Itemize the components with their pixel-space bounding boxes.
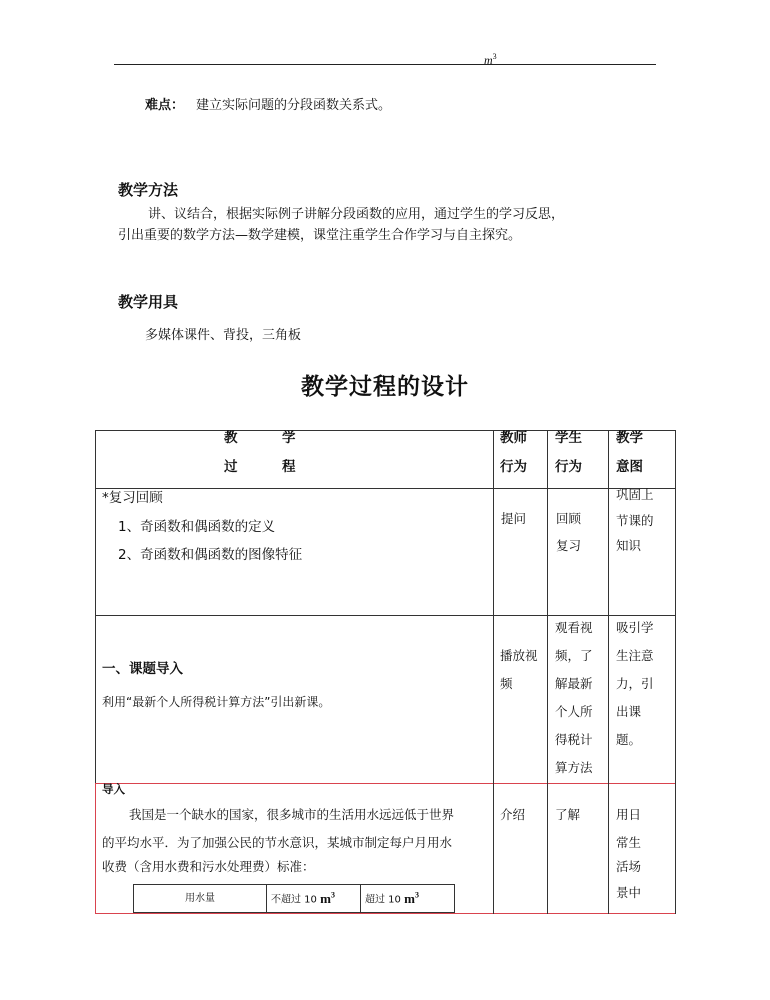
row2-intent-5: 题。 — [616, 732, 642, 747]
row3-student: 了解 — [555, 807, 581, 822]
row1-item-2: 2、奇函数和偶函数的图像特征 — [118, 547, 303, 563]
tools-title: 教学用具 — [118, 293, 179, 311]
row2-intent-4: 出课 — [616, 704, 642, 719]
row2-text: 利用“最新个人所得税计算方法”引出新课。 — [102, 695, 331, 709]
row2-student-4: 个人所 — [555, 704, 593, 719]
row1-student-1: 回顾 — [556, 511, 582, 526]
row2-student-2: 频，了 — [555, 648, 593, 663]
header-student-1: 学生 — [555, 430, 582, 446]
difficulty-line — [145, 94, 391, 113]
water-fee-table — [133, 884, 455, 913]
row1-teacher: 提问 — [501, 511, 527, 526]
method-line-1: 讲、议结合，根据实际例子讲解分段函数的应用，通过学生的学习反思， — [148, 207, 565, 222]
water-table-col-over: 超过 10 $m^3$ — [361, 885, 455, 913]
row3-line-3: 收费（含用水费和污水处理费）标准： — [102, 859, 315, 874]
row3-intent-4: 景中 — [616, 885, 642, 900]
row3-intent-3: 活场 — [616, 859, 642, 874]
row3-intent-2: 常生 — [616, 835, 642, 850]
row2-intent-1: 吸引学 — [616, 620, 654, 635]
row2-student-3: 解最新 — [555, 676, 593, 691]
row2-intent-2: 生注意 — [616, 648, 654, 663]
header-process-char-4: 程 — [282, 459, 296, 475]
row1-title: *复习回顾 — [102, 490, 163, 506]
tools-text: 多媒体课件、背投，三角板 — [145, 328, 302, 343]
difficulty-label: 难点： — [145, 98, 185, 113]
row2-title: 一、课题导入 — [102, 661, 183, 677]
water-table-col-under: 不超过 10 $m^3$ — [267, 885, 361, 913]
row3-line-2: 的平均水平．为了加强公民的节水意识，某城市制定每户月用水 — [102, 835, 453, 850]
header-intent-2: 意图 — [616, 459, 643, 475]
row2-student-5: 得税计 — [555, 732, 593, 747]
header-student-2: 行为 — [555, 459, 582, 475]
row1-intent-2: 节课的 — [616, 513, 654, 528]
method-line-2: 引出重要的数学方法—数学建模，课堂注重学生合作学习与自主探究。 — [118, 228, 522, 243]
row2-student-1: 观看视 — [555, 620, 593, 635]
row2-student-6: 算方法 — [555, 760, 593, 775]
row2-teacher-1: 播放视 — [500, 648, 538, 663]
header-intent-1: 教学 — [616, 430, 643, 446]
header-teacher-2: 行为 — [500, 459, 527, 475]
row2-intent-3: 力，引 — [616, 676, 654, 691]
row2-teacher-2: 频 — [500, 676, 513, 691]
row1-student-2: 复习 — [556, 538, 582, 553]
row1-intent-3: 知识 — [616, 538, 642, 553]
method-title: 教学方法 — [118, 181, 179, 199]
header-rule — [114, 64, 656, 65]
row3-intent-1: 用日 — [616, 807, 642, 822]
difficulty-text: 建立实际问题的分段函数关系式。 — [196, 98, 392, 113]
header-teacher-1: 教师 — [500, 430, 527, 446]
row1-item-1: 1、奇函数和偶函数的定义 — [118, 519, 276, 535]
water-table-col-usage: 用水量 — [134, 885, 267, 913]
page-title: 教学过程的设计 — [301, 374, 469, 400]
header-process-char-2: 学 — [282, 430, 296, 446]
header-process-char-1: 教 — [224, 430, 238, 446]
row3-title: 导入 — [102, 782, 125, 796]
row1-intent-1: 巩固上 — [616, 487, 654, 502]
header-process-char-3: 过 — [224, 459, 238, 475]
row3-teacher: 介绍 — [500, 807, 526, 822]
header-unit: $m^3$ — [484, 52, 497, 67]
row3-line-1: 我国是一个缺水的国家，很多城市的生活用水远远低于世界 — [129, 807, 455, 822]
